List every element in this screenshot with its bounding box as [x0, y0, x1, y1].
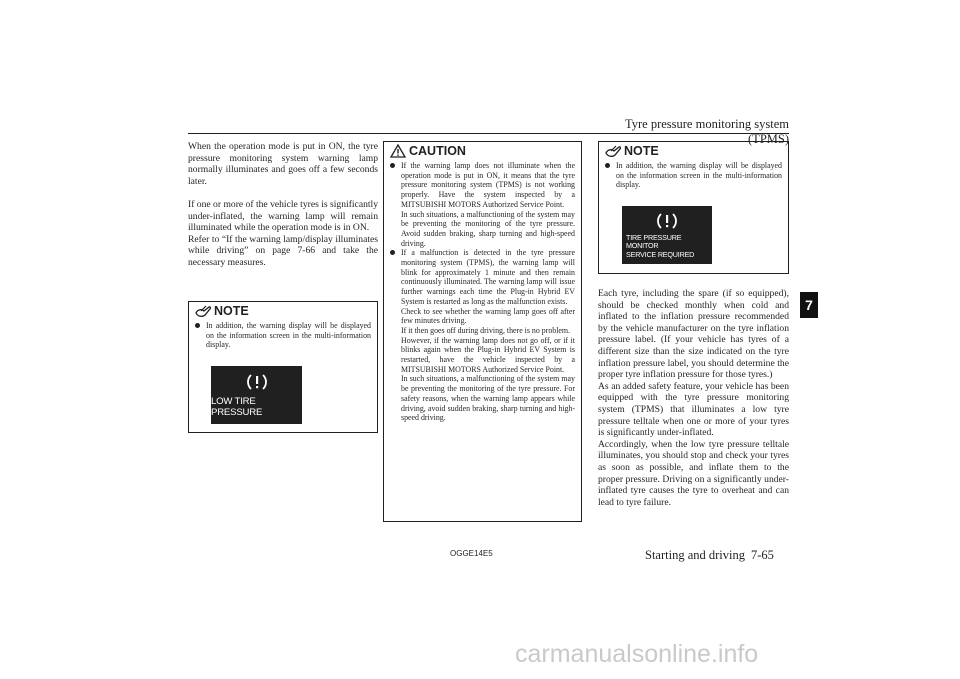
caution-text: If a malfunction is detected in the tyre pressure monitoring system (TPMS), the warning lamp will blink for approximately 1 minute and then remain continuously illuminated. The warning lamp will issue further warnings each time the Plug-in Hybrid EV System is restarted as long as the malfunction exists.: [401, 248, 575, 306]
footer-section: Starting and driving: [645, 548, 745, 562]
caution-text: In such situations, a malfunctioning of the system may be preventing the monitoring of the tyre pressure. For safety reasons, when the warning lamp appears while driving, avoid sudden braking, sharp turning and high-speed driving.: [401, 374, 575, 423]
note-label: NOTE: [214, 304, 249, 318]
caution-bullet: [390, 161, 575, 248]
note-bullet: In addition, the warning display will be displayed on the information screen in the multi-information display.: [195, 321, 371, 350]
chapter-tab: 7: [800, 292, 818, 318]
display-line: TIRE PRESSURE MONITOR: [626, 232, 682, 251]
note-header: [189, 302, 377, 320]
paragraph: If one or more of the vehicle tyres is significantly under-inflated, the warning lamp will remain illuminated while the operation mode is in ON.: [188, 198, 378, 234]
caution-bullet: [390, 248, 575, 423]
note-label: NOTE: [624, 144, 659, 158]
note-bullet: In addition, the warning display will be displayed on the information screen in the multi-information display.: [605, 161, 782, 190]
caution-box: [383, 141, 582, 522]
note-hand-icon: [195, 304, 211, 318]
paragraph: Accordingly, when the low tyre pressure telltale illuminates, you should stop and check your tyres as soon as possible, and inflate them to the proper pressure. Driving on a significantly under-inflated tyre causes the tyre to overheat and can lead to tyre failure.: [598, 438, 789, 508]
right-column: [598, 288, 789, 508]
header-rule: [188, 133, 789, 134]
caution-text: If it then goes off during driving, there is no problem.: [401, 325, 571, 335]
tpms-service-display: [622, 206, 712, 264]
note-header: [599, 142, 788, 160]
display-text: [622, 234, 712, 260]
note-box-right: [598, 141, 789, 274]
paragraph: As an added safety feature, your vehicle has been equipped with the tyre pressure monitoring system (TPMS) that illuminates a low tyre pressure telltale when one or more of your tyres is significantly under-inflated.: [598, 380, 789, 439]
paragraph: Each tyre, including the spare (if so equipped), should be checked monthly when cold and inflated to the inflation pressure recommended by the vehicle manufacturer on the tyre inflation pressure label. (If your vehicle has tyres of a different size than the size indicated on the tyre inflation pressure label, you should determine the proper tyre inflation pressure for those tyres.): [598, 288, 789, 381]
footer-code: OGGE14E5: [450, 549, 493, 558]
caution-text: Check to see whether the warning lamp goes off after few minutes driving.: [401, 306, 575, 326]
paragraph: Refer to “If the warning lamp/display illuminates while driving” on page 7-66 and take the necessary measures.: [188, 233, 378, 268]
caution-text: If the warning lamp does not illuminate when the operation mode is put in ON, it means that the tyre pressure monitoring system (TPMS) is not working properly. Have the system inspected by a MITSUBISHI MOTORS Authorized Service Point.: [401, 161, 575, 209]
page-number: 7-65: [751, 548, 774, 562]
page-header-title: Tyre pressure monitoring system (TPMS): [624, 117, 789, 146]
note-hand-icon: [605, 144, 621, 158]
caution-triangle-icon: [390, 144, 406, 158]
paragraph: When the operation mode is put in ON, the tyre pressure monitoring system warning lamp normally illuminates and goes off a few seconds later.: [188, 141, 378, 187]
left-column: [188, 141, 378, 269]
caution-text: However, if the warning lamp does not go off, or if it blinks again when the Plug-in Hybrid EV System is restarted, have the vehicle inspected by a MITSUBISHI MOTORS Authorized Service Point.: [401, 335, 575, 374]
watermark: carmanualsonline.info: [515, 640, 759, 668]
note-box-left: [188, 301, 378, 433]
display-text: LOW TIRE PRESSURE: [211, 396, 263, 418]
tire-pressure-warning-icon: [656, 211, 678, 231]
display-line: SERVICE REQUIRED: [626, 249, 695, 259]
caution-label: CAUTION: [409, 144, 466, 158]
tire-pressure-warning-icon: [246, 372, 268, 392]
caution-text: In such situations, a malfunctioning of the system may be preventing the monitoring of the tyre pressure. Avoid sudden braking, sharp turning and high-speed driving.: [401, 209, 575, 248]
caution-header: [384, 142, 581, 160]
low-tire-pressure-display: [211, 366, 302, 424]
